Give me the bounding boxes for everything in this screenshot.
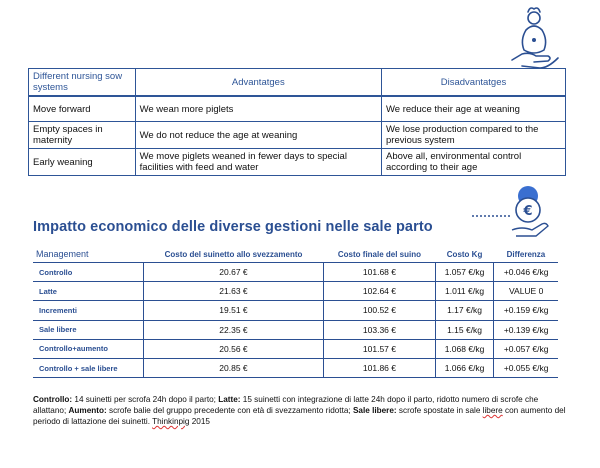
table-row	[29, 149, 566, 176]
table-cell: 100.52 €	[324, 301, 436, 320]
table-cell: 1.066 €/kg	[435, 358, 494, 377]
footnote-text: 15 suinetti con integrazione di latte 24h dopo il parto, ridotto numero di scrofe che allattano;	[33, 395, 539, 415]
nursing-systems-table	[28, 68, 566, 176]
piggy-hand-icon	[506, 4, 564, 74]
table-cell: We reduce their age at weaning	[382, 96, 566, 122]
table-cell: We move piglets weaned in fewer days to special facilities with feed and water	[135, 149, 381, 176]
table-cell: Latte	[33, 282, 143, 301]
column-header: Disadvantatges	[382, 69, 566, 97]
footnote-term: Sale libere:	[352, 406, 397, 415]
table-cell: 1.15 €/kg	[435, 320, 494, 339]
table-cell: +0.055 €/kg	[494, 358, 558, 377]
table-row	[29, 96, 566, 122]
column-header: Differenza	[494, 246, 558, 263]
table-row	[29, 122, 566, 149]
footnote-term: Latte:	[218, 395, 241, 404]
table-header-row	[29, 69, 566, 97]
column-header: Different nursing sow systems	[29, 69, 136, 97]
table-cell: Controllo+aumento	[33, 339, 143, 358]
column-header: Management	[33, 246, 143, 263]
table-cell: 20.56 €	[143, 339, 323, 358]
euro-coin-hand-icon	[470, 186, 570, 238]
table-cell: We wean more piglets	[135, 96, 381, 122]
footnote-source: Thinkinpig	[152, 417, 190, 426]
table-cell: We lose production compared to the previous system	[382, 122, 566, 149]
footnote-term: Controllo:	[33, 395, 73, 404]
table-cell: +0.057 €/kg	[494, 339, 558, 358]
table-cell: 1.068 €/kg	[435, 339, 494, 358]
table-cell: 1.011 €/kg	[435, 282, 494, 301]
table-cell: 101.57 €	[324, 339, 436, 358]
table-header-row	[33, 246, 558, 263]
table-cell: 1.17 €/kg	[435, 301, 494, 320]
table-row	[33, 339, 558, 358]
column-header: Advantatges	[135, 69, 381, 97]
table-cell: +0.159 €/kg	[494, 301, 558, 320]
table-row	[33, 282, 558, 301]
table-cell: Above all, environmental control according to their age	[382, 149, 566, 176]
table-cell: +0.139 €/kg	[494, 320, 558, 339]
table-cell: 21.63 €	[143, 282, 323, 301]
table-cell: 20.85 €	[143, 358, 323, 377]
table-cell: Early weaning	[29, 149, 136, 176]
table-cell: Incrementi	[33, 301, 143, 320]
footnote-text: 14 suinetti per scrofa 24h dopo il parto;	[72, 395, 219, 404]
table-cell: 1.057 €/kg	[435, 263, 494, 282]
table-cell: 20.67 €	[143, 263, 323, 282]
section-title: Impatto economico delle diverse gestioni nelle sale parto	[33, 219, 433, 235]
column-header: Costo finale del suino	[324, 246, 436, 263]
economic-impact-table	[33, 246, 558, 378]
table-cell: 102.64 €	[324, 282, 436, 301]
table-cell: We do not reduce the age at weaning	[135, 122, 381, 149]
table-row	[33, 320, 558, 339]
table-cell: 101.68 €	[324, 263, 436, 282]
footnote-year: 2015	[189, 417, 210, 426]
table-cell: 19.51 €	[143, 301, 323, 320]
svg-text:€: €	[523, 204, 533, 219]
table-cell: Empty spaces in maternity	[29, 122, 136, 149]
footnote	[33, 394, 573, 427]
table-row	[33, 263, 558, 282]
table-row	[33, 358, 558, 377]
table-cell: 101.86 €	[324, 358, 436, 377]
table-cell: Move forward	[29, 96, 136, 122]
footnote-text: con aumento del periodo di lattazione dei suinetti.	[33, 406, 566, 426]
table-cell: Controllo	[33, 263, 143, 282]
table-cell: 103.36 €	[324, 320, 436, 339]
table-cell: Controllo + sale libere	[33, 358, 143, 377]
table-cell: 22.35 €	[143, 320, 323, 339]
footnote-text: scrofe spostate in sale	[396, 406, 483, 415]
column-header: Costo Kg	[435, 246, 494, 263]
table-cell: Sale libere	[33, 320, 143, 339]
footnote-term: Aumento:	[68, 406, 107, 415]
table-row	[33, 301, 558, 320]
table-cell: +0.046 €/kg	[494, 263, 558, 282]
footnote-text: libere	[482, 406, 503, 415]
footnote-text: scrofe balie del gruppo precedente con età di svezzamento ridotta;	[106, 406, 353, 415]
column-header: Costo del suinetto allo svezzamento	[143, 246, 323, 263]
table-cell: VALUE 0	[494, 282, 558, 301]
